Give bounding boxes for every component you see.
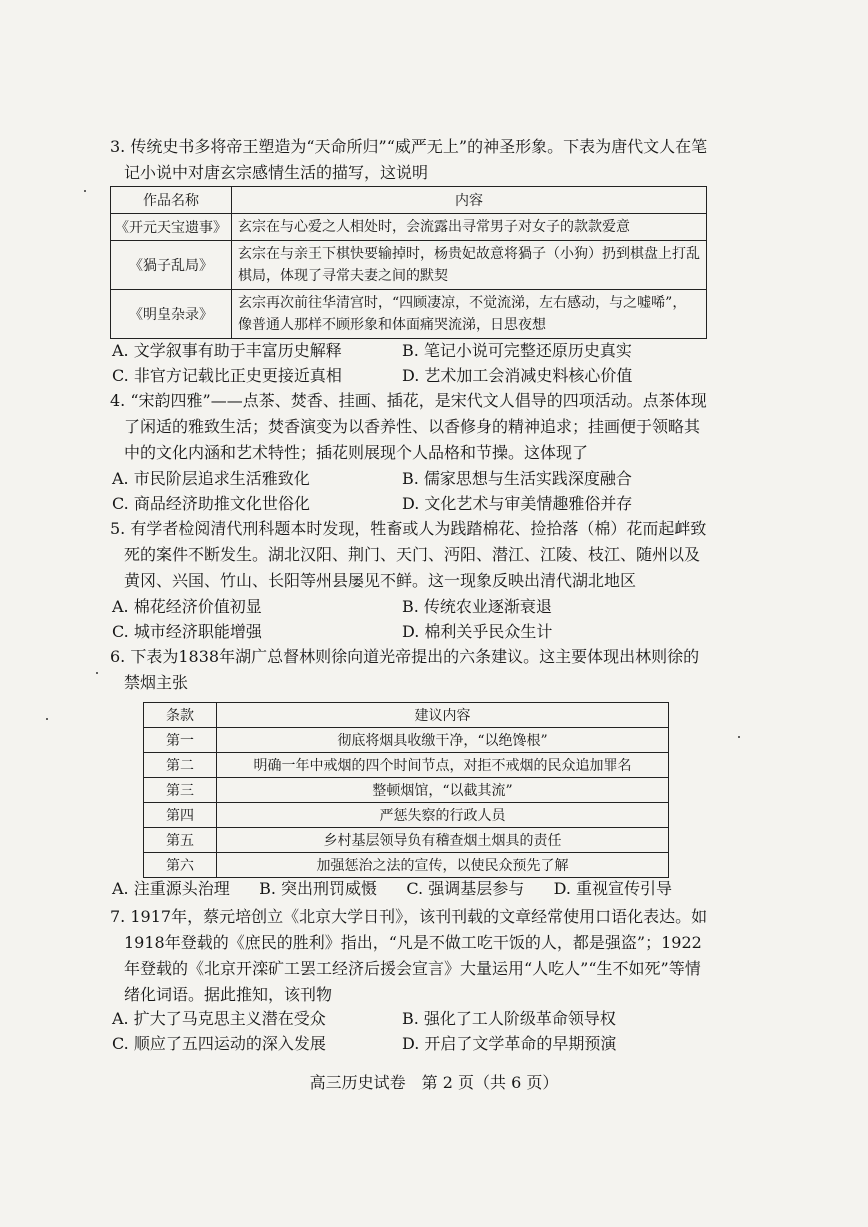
- clause-number: 第二: [144, 753, 217, 778]
- table-header: 条款: [144, 703, 217, 728]
- table-row: [111, 214, 707, 241]
- clause-number: 第四: [144, 803, 217, 828]
- page-footer: 高三历史试卷 第 2 页（共 6 页）: [309, 1073, 559, 1092]
- option-b: B. 传统农业逐渐衰退: [402, 597, 552, 616]
- work-name: 《明皇杂录》: [111, 290, 232, 339]
- option-c: C. 强调基层参与: [406, 879, 525, 898]
- option-b: B. 笔记小说可完整还原历史真实: [402, 341, 632, 360]
- question-7-stem: 7. 1917年，蔡元培创立《北京大学日刊》，该刊刊载的文章经常使用口语化表达。如1918年登载的《庶民的胜利》指出，“凡是不做工吃干饭的人，都是强盗”；1922年登载的《北京开滦矿工罢工经济后援会宣言》大量运用“人吃人”“生不如死”等情绪化词语。据此推知，该刊物: [110, 907, 708, 1004]
- table-header: 作品名称: [111, 187, 232, 214]
- table-row: [144, 828, 669, 853]
- clause-content: 严惩失察的行政人员: [217, 803, 669, 828]
- table-row: [144, 803, 669, 828]
- option-c: C. 城市经济职能增强: [112, 622, 262, 641]
- work-name: 《开元天宝遗事》: [111, 214, 232, 241]
- clause-content: 乡村基层领导负有稽查烟土烟具的责任: [217, 828, 669, 853]
- option-d: D. 开启了文学革命的早期预演: [402, 1034, 617, 1053]
- table-row: [144, 853, 669, 878]
- table-header-row: [111, 187, 707, 214]
- work-content: 玄宗在与心爱之人相处时，会流露出寻常男子对女子的款款爱意: [232, 214, 707, 241]
- question-6: [110, 644, 710, 696]
- option-d: D. 文化艺术与审美情趣雅俗并存: [402, 494, 633, 513]
- question-4-stem: 4. “宋韵四雅”——点茶、焚香、挂画、插花，是宋代文人倡导的四项活动。点茶体现了闲适的雅致生活；焚香演变为以香养性、以香修身的精神追求；挂画便于领略其中的文化内涵和艺术特性；插花则展现个人品格和节操。这体现了: [110, 391, 707, 462]
- option-c: C. 非官方记载比正史更接近真相: [112, 366, 342, 385]
- table-row: [144, 728, 669, 753]
- clause-content: 整顿烟馆，“以截其流”: [217, 778, 669, 803]
- scan-speck: [46, 718, 48, 720]
- question-7-options: [112, 1006, 712, 1056]
- question-7: [110, 904, 710, 1008]
- work-content: 玄宗再次前往华清宫时，“四顾凄凉，不觉流涕，左右感动，与之嘘唏”，像普通人那样不顾形象和体面痛哭流涕，日思夜想: [232, 290, 707, 339]
- option-c: C. 顺应了五四运动的深入发展: [112, 1034, 326, 1053]
- clause-content: 彻底将烟具收缴干净，“以绝馋根”: [217, 728, 669, 753]
- table-row: [111, 290, 707, 339]
- clause-number: 第六: [144, 853, 217, 878]
- question-4: [110, 388, 710, 466]
- question-3-table: [110, 186, 707, 339]
- work-name: 《猧子乱局》: [111, 241, 232, 290]
- question-3-stem: 3. 传统史书多将帝王塑造为“天命所归”“威严无上”的神圣形象。下表为唐代文人在笔记小说中对唐玄宗感情生活的描写，这说明: [110, 137, 708, 182]
- option-b: B. 儒家思想与生活实践深度融合: [402, 469, 632, 488]
- table-header: 建议内容: [217, 703, 669, 728]
- clause-content: 明确一年中戒烟的四个时间节点，对拒不戒烟的民众追加罪名: [217, 753, 669, 778]
- table-row: [144, 778, 669, 803]
- option-a: A. 注重源头治理: [112, 879, 230, 898]
- option-a: A. 扩大了马克思主义潜在受众: [112, 1009, 326, 1028]
- option-a: A. 棉花经济价值初显: [112, 597, 262, 616]
- option-d: D. 重视宣传引导: [553, 879, 672, 898]
- clause-content: 加强惩治之法的宣传，以使民众预先了解: [217, 853, 669, 878]
- option-c: C. 商品经济助推文化世俗化: [112, 494, 310, 513]
- table-row: [144, 753, 669, 778]
- clause-number: 第一: [144, 728, 217, 753]
- table-header-row: [144, 703, 669, 728]
- question-4-options: [112, 466, 712, 516]
- question-6-options: [112, 876, 712, 901]
- question-3-options: [112, 338, 712, 388]
- question-5: [110, 516, 710, 594]
- table-header: 内容: [232, 187, 707, 214]
- option-d: D. 棉利关乎民众生计: [402, 622, 553, 641]
- option-a: A. 文学叙事有助于丰富历史解释: [112, 341, 342, 360]
- clause-number: 第三: [144, 778, 217, 803]
- scan-speck: [84, 190, 86, 192]
- question-6-stem: 6. 下表为1838年湖广总督林则徐向道光帝提出的六条建议。这主要体现出林则徐的禁烟主张: [110, 647, 700, 692]
- work-content: 玄宗在与亲王下棋快要输掉时，杨贵妃故意将猧子（小狗）扔到棋盘上打乱棋局，体现了寻常夫妻之间的默契: [232, 241, 707, 290]
- question-6-table: [143, 702, 669, 878]
- option-a: A. 市民阶层追求生活雅致化: [112, 469, 310, 488]
- option-d: D. 艺术加工会消减史料核心价值: [402, 366, 633, 385]
- option-b: B. 突出刑罚威慑: [259, 879, 378, 898]
- clause-number: 第五: [144, 828, 217, 853]
- option-b: B. 强化了工人阶级革命领导权: [402, 1009, 616, 1028]
- scan-speck: [96, 672, 98, 674]
- question-5-stem: 5. 有学者检阅清代刑科题本时发现，牲畜或人为践踏棉花、捡拾落（棉）花而起衅致死的案件不断发生。湖北汉阳、荆门、天门、沔阳、潜江、江陵、枝江、随州以及黄冈、兴国、竹山、长阳等州县屡见不鲜。这一现象反映出清代湖北地区: [110, 519, 707, 590]
- question-3: [110, 134, 710, 186]
- question-5-options: [112, 594, 712, 644]
- scan-speck: [738, 736, 740, 738]
- table-row: [111, 241, 707, 290]
